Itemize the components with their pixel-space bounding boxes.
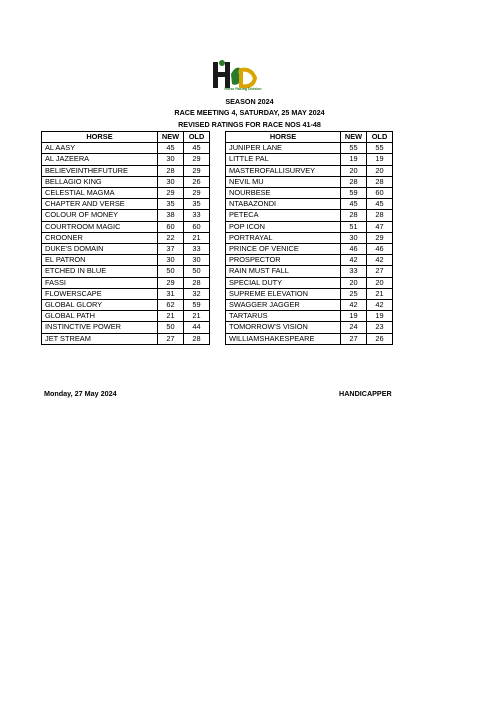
- new-rating-cell: 24: [341, 322, 367, 333]
- table-row: [42, 143, 210, 154]
- horse-name-cell: ETCHED IN BLUE: [42, 266, 158, 277]
- old-rating-cell: 29: [367, 232, 393, 243]
- new-rating-cell: 25: [341, 288, 367, 299]
- horse-name-cell: JET STREAM: [42, 333, 158, 344]
- new-rating-cell: 42: [341, 255, 367, 266]
- new-rating-cell: 42: [341, 300, 367, 311]
- table-row: [42, 266, 210, 277]
- old-rating-cell: 28: [367, 176, 393, 187]
- table-row: [226, 232, 393, 243]
- old-rating-cell: 45: [367, 199, 393, 210]
- table-row: [42, 221, 210, 232]
- new-rating-cell: 30: [341, 232, 367, 243]
- table-row: [42, 277, 210, 288]
- new-rating-cell: 20: [341, 277, 367, 288]
- new-rating-cell: 45: [341, 199, 367, 210]
- horse-name-cell: GLOBAL GLORY: [42, 300, 158, 311]
- table-row: [42, 188, 210, 199]
- table-row: [42, 333, 210, 344]
- table-row: [226, 311, 393, 322]
- horse-name-cell: TOMORROW'S VISION: [226, 322, 341, 333]
- old-rating-cell: 32: [184, 288, 210, 299]
- table-row: [226, 154, 393, 165]
- table-row: [226, 333, 393, 344]
- logo-caption: Horse Racing Division: [224, 87, 262, 91]
- ratings-heading: REVISED RATINGS FOR RACE NOS 41-48: [178, 120, 321, 129]
- horse-name-cell: CROONER: [42, 232, 158, 243]
- horse-name-cell: POP ICON: [226, 221, 341, 232]
- horse-name-cell: WILLIAMSHAKESPEARE: [226, 333, 341, 344]
- column-header-new: NEW: [341, 132, 367, 143]
- old-rating-cell: 45: [184, 143, 210, 154]
- old-rating-cell: 21: [184, 232, 210, 243]
- horse-name-cell: BELIEVEINTHEFUTURE: [42, 165, 158, 176]
- old-rating-cell: 26: [367, 333, 393, 344]
- horse-name-cell: BELLAGIO KING: [42, 176, 158, 187]
- horse-name-cell: RAIN MUST FALL: [226, 266, 341, 277]
- new-rating-cell: 59: [341, 188, 367, 199]
- new-rating-cell: 50: [158, 322, 184, 333]
- horse-name-cell: CHAPTER AND VERSE: [42, 199, 158, 210]
- horse-name-cell: NEVIL MU: [226, 176, 341, 187]
- old-rating-cell: 21: [184, 311, 210, 322]
- old-rating-cell: 42: [367, 255, 393, 266]
- old-rating-cell: 33: [184, 210, 210, 221]
- old-rating-cell: 44: [184, 322, 210, 333]
- table-row: [42, 199, 210, 210]
- table-row: [42, 244, 210, 255]
- old-rating-cell: 23: [367, 322, 393, 333]
- horse-name-cell: PROSPECTOR: [226, 255, 341, 266]
- new-rating-cell: 27: [341, 333, 367, 344]
- old-rating-cell: 46: [367, 244, 393, 255]
- new-rating-cell: 27: [158, 333, 184, 344]
- old-rating-cell: 60: [367, 188, 393, 199]
- old-rating-cell: 35: [184, 199, 210, 210]
- old-rating-cell: 29: [184, 154, 210, 165]
- new-rating-cell: 30: [158, 176, 184, 187]
- new-rating-cell: 20: [341, 165, 367, 176]
- season-heading: SEASON 2024: [225, 97, 274, 106]
- new-rating-cell: 28: [158, 165, 184, 176]
- horse-name-cell: SPECIAL DUTY: [226, 277, 341, 288]
- new-rating-cell: 60: [158, 221, 184, 232]
- new-rating-cell: 21: [158, 311, 184, 322]
- old-rating-cell: 60: [184, 221, 210, 232]
- new-rating-cell: 62: [158, 300, 184, 311]
- old-rating-cell: 50: [184, 266, 210, 277]
- ratings-table-right: [225, 131, 393, 345]
- handicapper-label: HANDICAPPER: [339, 389, 392, 398]
- table-row: [226, 322, 393, 333]
- new-rating-cell: 33: [341, 266, 367, 277]
- old-rating-cell: 19: [367, 154, 393, 165]
- old-rating-cell: 29: [184, 165, 210, 176]
- table-row: [42, 232, 210, 243]
- old-rating-cell: 28: [184, 277, 210, 288]
- old-rating-cell: 30: [184, 255, 210, 266]
- old-rating-cell: 28: [367, 210, 393, 221]
- horse-name-cell: SUPREME ELEVATION: [226, 288, 341, 299]
- column-header-horse: HORSE: [226, 132, 341, 143]
- new-rating-cell: 19: [341, 154, 367, 165]
- old-rating-cell: 29: [184, 188, 210, 199]
- horse-name-cell: TARTARUS: [226, 311, 341, 322]
- new-rating-cell: 29: [158, 188, 184, 199]
- table-row: [42, 311, 210, 322]
- new-rating-cell: 19: [341, 311, 367, 322]
- old-rating-cell: 28: [184, 333, 210, 344]
- new-rating-cell: 50: [158, 266, 184, 277]
- report-date: Monday, 27 May 2024: [44, 389, 117, 398]
- table-row: [42, 300, 210, 311]
- table-row: [42, 322, 210, 333]
- table-row: [42, 154, 210, 165]
- new-rating-cell: 45: [158, 143, 184, 154]
- new-rating-cell: 28: [341, 176, 367, 187]
- new-rating-cell: 38: [158, 210, 184, 221]
- horse-name-cell: INSTINCTIVE POWER: [42, 322, 158, 333]
- new-rating-cell: 55: [341, 143, 367, 154]
- column-header-old: OLD: [184, 132, 210, 143]
- column-header-new: NEW: [158, 132, 184, 143]
- table-row: [226, 199, 393, 210]
- horse-name-cell: PORTRAYAL: [226, 232, 341, 243]
- horse-name-cell: AL JAZEERA: [42, 154, 158, 165]
- table-row: [42, 176, 210, 187]
- new-rating-cell: 28: [341, 210, 367, 221]
- table-row: [226, 143, 393, 154]
- horse-name-cell: EL PATRON: [42, 255, 158, 266]
- old-rating-cell: 20: [367, 277, 393, 288]
- new-rating-cell: 35: [158, 199, 184, 210]
- horse-name-cell: PRINCE OF VENICE: [226, 244, 341, 255]
- column-header-old: OLD: [367, 132, 393, 143]
- new-rating-cell: 30: [158, 154, 184, 165]
- table-row: [42, 165, 210, 176]
- old-rating-cell: 59: [184, 300, 210, 311]
- old-rating-cell: 20: [367, 165, 393, 176]
- new-rating-cell: 29: [158, 277, 184, 288]
- table-row: [42, 288, 210, 299]
- meeting-heading: RACE MEETING 4, SATURDAY, 25 MAY 2024: [174, 108, 325, 117]
- new-rating-cell: 51: [341, 221, 367, 232]
- column-header-horse: HORSE: [42, 132, 158, 143]
- ratings-table-left: [41, 131, 210, 345]
- new-rating-cell: 31: [158, 288, 184, 299]
- table-row: [226, 277, 393, 288]
- old-rating-cell: 21: [367, 288, 393, 299]
- table-row: [226, 300, 393, 311]
- old-rating-cell: 27: [367, 266, 393, 277]
- old-rating-cell: 55: [367, 143, 393, 154]
- horse-name-cell: FASSI: [42, 277, 158, 288]
- table-row: [226, 288, 393, 299]
- old-rating-cell: 33: [184, 244, 210, 255]
- horse-name-cell: GLOBAL PATH: [42, 311, 158, 322]
- horse-name-cell: FLOWERSCAPE: [42, 288, 158, 299]
- table-row: [226, 188, 393, 199]
- horse-name-cell: NOURBESE: [226, 188, 341, 199]
- table-row: [226, 266, 393, 277]
- old-rating-cell: 19: [367, 311, 393, 322]
- horse-name-cell: NTABAZONDI: [226, 199, 341, 210]
- horse-name-cell: LITTLE PAL: [226, 154, 341, 165]
- new-rating-cell: 46: [341, 244, 367, 255]
- table-row: [226, 255, 393, 266]
- horse-name-cell: PETECA: [226, 210, 341, 221]
- horse-name-cell: SWAGGER JAGGER: [226, 300, 341, 311]
- old-rating-cell: 26: [184, 176, 210, 187]
- table-row: [42, 210, 210, 221]
- new-rating-cell: 30: [158, 255, 184, 266]
- horse-name-cell: AL AASY: [42, 143, 158, 154]
- table-row: [226, 244, 393, 255]
- horse-name-cell: CELESTIAL MAGMA: [42, 188, 158, 199]
- table-row: [226, 176, 393, 187]
- horse-name-cell: JUNIPER LANE: [226, 143, 341, 154]
- old-rating-cell: 47: [367, 221, 393, 232]
- table-row: [226, 221, 393, 232]
- horse-name-cell: COLOUR OF MONEY: [42, 210, 158, 221]
- horse-name-cell: DUKE'S DOMAIN: [42, 244, 158, 255]
- table-row: [226, 210, 393, 221]
- new-rating-cell: 22: [158, 232, 184, 243]
- horse-name-cell: MASTEROFALLISURVEY: [226, 165, 341, 176]
- table-row: [42, 255, 210, 266]
- old-rating-cell: 42: [367, 300, 393, 311]
- new-rating-cell: 37: [158, 244, 184, 255]
- horse-name-cell: COURTROOM MAGIC: [42, 221, 158, 232]
- table-row: [226, 165, 393, 176]
